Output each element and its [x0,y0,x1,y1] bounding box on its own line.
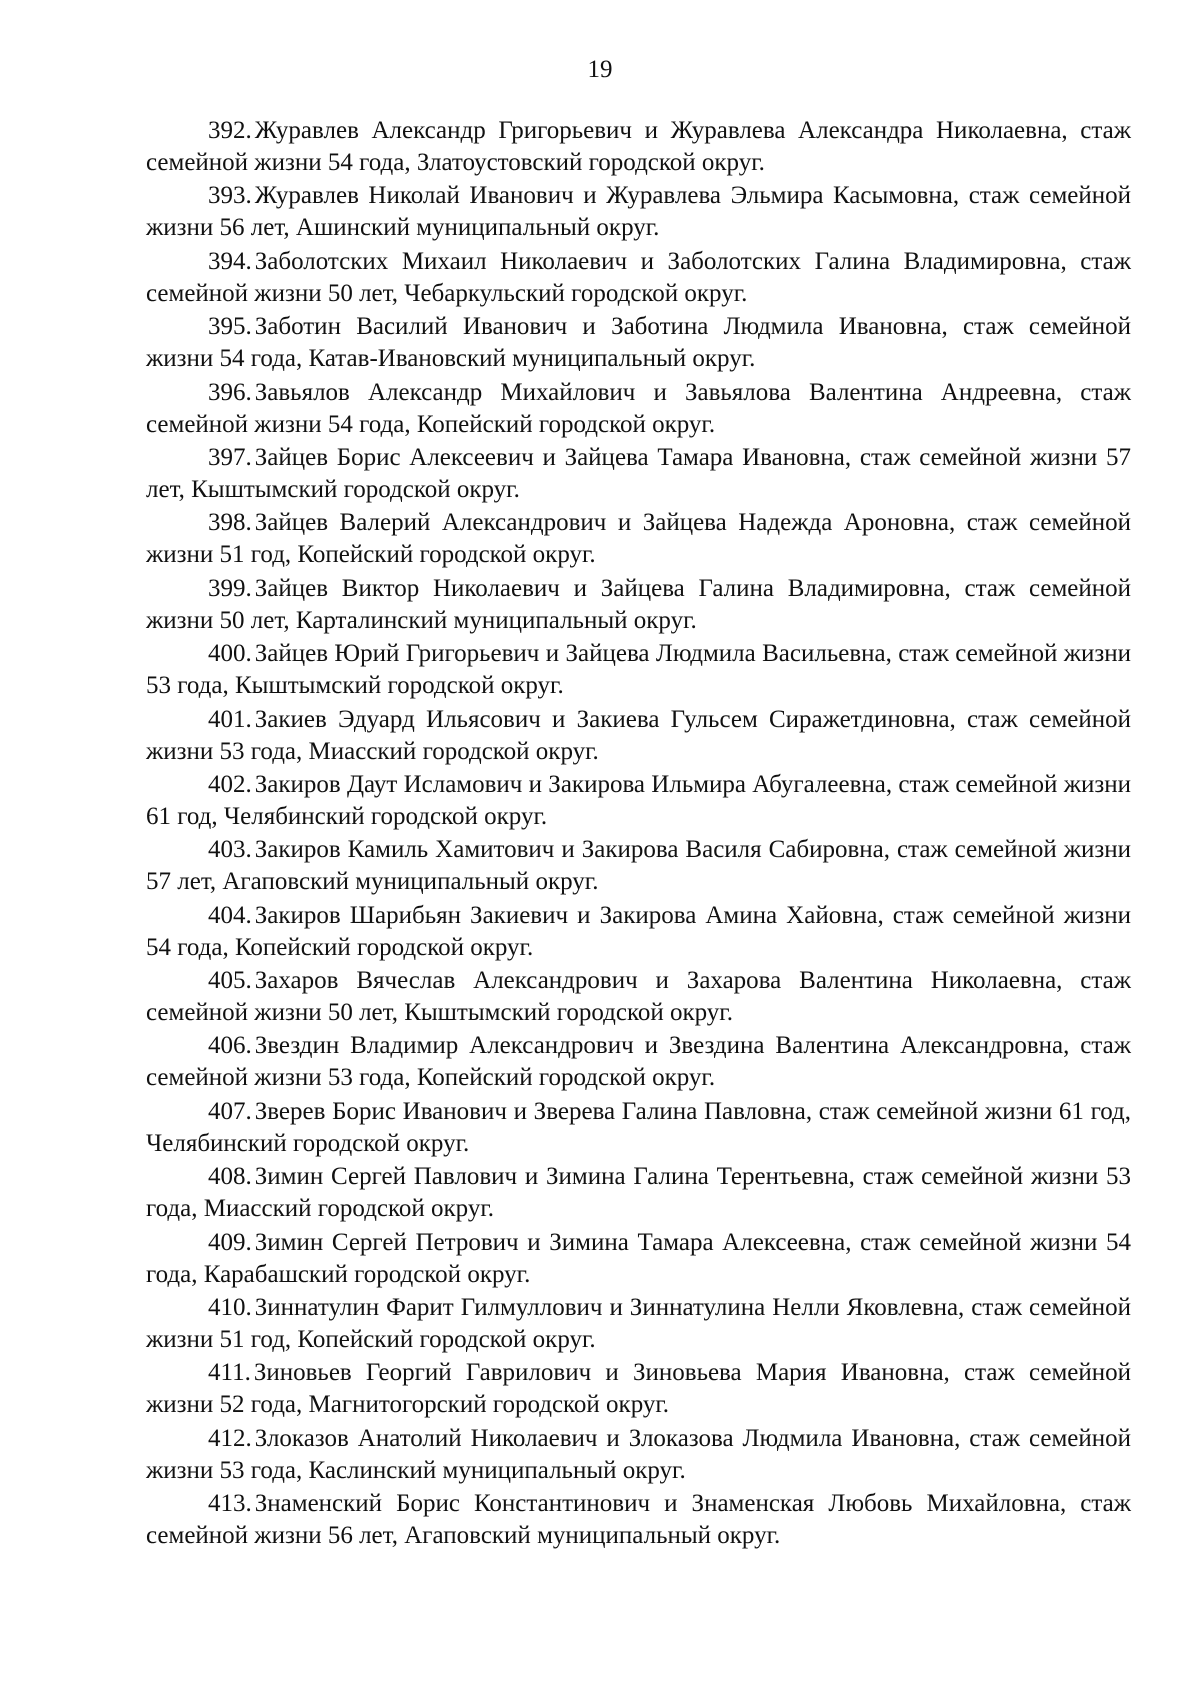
list-item [146,638,1131,702]
entry-number: 408. [208,1163,252,1191]
entry-number: 410. [208,1294,252,1322]
entry-number: 394. [208,247,252,275]
entry-number: 407. [208,1097,252,1125]
entry-text: Журавлев Николай Иванович и Журавлева Эльмира Касымовна, стаж семейной жизни 56 лет, Ашинский муниципальный округ. [146,182,1131,242]
list-item [146,769,1131,833]
list-item [146,180,1131,244]
entry-text: Зиннатулин Фарит Гилмуллович и Зиннатулина Нелли Яковлевна, стаж семейной жизни 51 год, Копейский городской округ. [146,1294,1131,1354]
entry-text: Заболотских Михаил Николаевич и Заболотских Галина Владимировна, стаж семейной жизни 50 лет, Чебаркульский городской округ. [146,247,1131,307]
entry-number: 406. [208,1032,252,1060]
entry-text: Закиров Шарибьян Закиевич и Закирова Амина Хайовна, стаж семейной жизни 54 года, Копейский городской округ. [146,901,1131,961]
entry-number: 396. [208,378,252,406]
entry-number: 411. [208,1359,251,1387]
entry-text: Завьялов Александр Михайлович и Завьялова Валентина Андреевна, стаж семейной жизни 54 года, Копейский городской округ. [146,378,1131,438]
entry-number: 405. [208,967,252,995]
entry-text: Журавлев Александр Григорьевич и Журавлева Александра Николаевна, стаж семейной жизни 54 года, Златоустовский городской округ. [146,117,1131,176]
entry-list [146,115,1131,1554]
entry-number: 397. [208,443,252,471]
entry-number: 412. [208,1424,252,1452]
list-item [146,834,1131,898]
entry-number: 400. [208,640,252,668]
entry-number: 409. [208,1228,252,1256]
entry-text: Захаров Вячеслав Александрович и Захарова Валентина Николаевна, стаж семейной жизни 50 лет, Кыштымский городской округ. [146,967,1131,1027]
list-item [146,115,1131,179]
entry-text: Закиев Эдуард Ильясович и Закиева Гульсем Сиражетдиновна, стаж семейной жизни 53 года, Миасский городской округ. [146,705,1131,765]
entry-text: Зайцев Виктор Николаевич и Зайцева Галина Владимировна, стаж семейной жизни 50 лет, Карталинский муниципальный округ. [146,574,1131,634]
list-item [146,1423,1131,1487]
list-item [146,1096,1131,1160]
list-item [146,311,1131,375]
list-item [146,1488,1131,1552]
list-item [146,1292,1131,1356]
entry-number: 413. [208,1490,252,1518]
entry-text: Зайцев Юрий Григорьевич и Зайцева Людмила Васильевна, стаж семейной жизни 53 года, Кыштымский городской округ. [146,640,1131,700]
entry-text: Зайцев Валерий Александрович и Зайцева Надежда Ароновна, стаж семейной жизни 51 год, Копейский городской округ. [146,509,1131,569]
entry-text: Зверев Борис Иванович и Зверева Галина Павловна, стаж семейной жизни 61 год, Челябинский городской округ. [146,1097,1131,1157]
entry-text: Знаменский Борис Константинович и Знаменская Любовь Михайловна, стаж семейной жизни 56 лет, Агаповский муниципальный округ. [146,1490,1131,1550]
entry-text: Заботин Василий Иванович и Заботина Людмила Ивановна, стаж семейной жизни 54 года, Катав-Ивановский муниципальный округ. [146,313,1131,373]
entry-number: 401. [208,705,252,733]
list-item [146,900,1131,964]
entry-number: 398. [208,509,252,537]
list-item [146,1161,1131,1225]
entry-text: Закиров Камиль Хамитович и Закирова Василя Сабировна, стаж семейной жизни 57 лет, Агаповский муниципальный округ. [146,836,1131,896]
list-item [146,507,1131,571]
entry-text: Злоказов Анатолий Николаевич и Злоказова Людмила Ивановна, стаж семейной жизни 53 года, Каслинский муниципальный округ. [146,1424,1131,1484]
entry-number: 403. [208,836,252,864]
entry-text: Зимин Сергей Петрович и Зимина Тамара Алексеевна, стаж семейной жизни 54 года, Карабашский городской округ. [146,1228,1131,1288]
entry-number: 393. [208,182,252,210]
entry-text: Зимин Сергей Павлович и Зимина Галина Терентьевна, стаж семейной жизни 53 года, Миасский городской округ. [146,1163,1131,1223]
list-item [146,965,1131,1029]
entry-text: Закиров Даут Исламович и Закирова Ильмира Абугалеевна, стаж семейной жизни 61 год, Челябинский городской округ. [146,770,1131,830]
list-item [146,1030,1131,1094]
entry-text: Звездин Владимир Александрович и Звездина Валентина Александровна, стаж семейной жизни 53 года, Копейский городской округ. [146,1032,1131,1092]
entry-text: Зиновьев Георгий Гаврилович и Зиновьева Мария Ивановна, стаж семейной жизни 52 года, Магнитогорский городской округ. [146,1359,1131,1419]
page-number: 19 [587,56,613,83]
list-item [146,377,1131,441]
list-item [146,704,1131,768]
entry-number: 392. [208,117,252,144]
entry-text: Зайцев Борис Алексеевич и Зайцева Тамара Ивановна, стаж семейной жизни 57 лет, Кыштымский городской округ. [146,443,1131,503]
list-item [146,442,1131,506]
entry-number: 402. [208,770,252,798]
list-item [146,246,1131,310]
entry-number: 395. [208,313,252,341]
entry-number: 399. [208,574,252,602]
list-item [146,1227,1131,1291]
list-item [146,573,1131,637]
list-item [146,1357,1131,1421]
entry-number: 404. [208,901,252,929]
